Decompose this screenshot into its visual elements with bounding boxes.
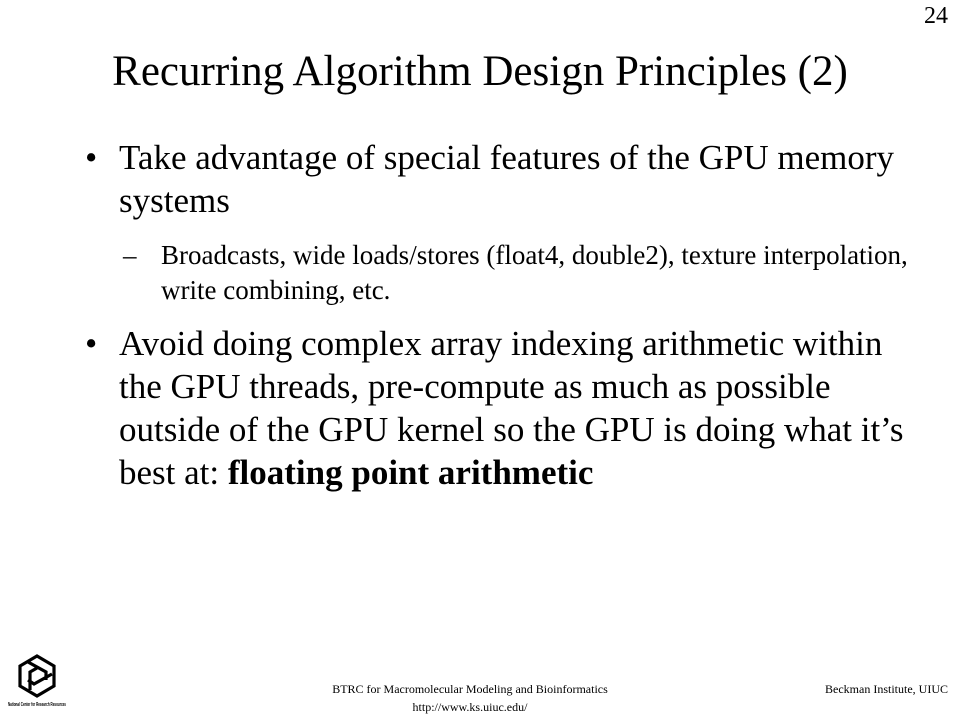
footer-right: Beckman Institute, UIUC <box>825 682 948 696</box>
footer-org: BTRC for Macromolecular Modeling and Bioinformatics <box>332 682 608 696</box>
sub-bullet-marker: – <box>123 240 137 270</box>
slide-title: Recurring Algorithm Design Principles (2) <box>112 48 848 95</box>
slide-number: 24 <box>924 3 948 29</box>
sub-bullet-text: Broadcasts, wide loads/stores (float4, double2), texture interpolation, write combining, etc. <box>161 240 908 305</box>
bullet-marker: • <box>85 138 98 177</box>
bullet-item-1 <box>85 136 925 222</box>
bullet-text-1: Take advantage of special features of the GPU memory systems <box>119 138 895 220</box>
bullet-marker: • <box>85 324 98 363</box>
sub-bullet-item <box>123 238 925 308</box>
logo-caption: National Center for Research Resources <box>8 702 66 708</box>
ncrr-logo-icon <box>6 650 68 712</box>
bullet-item-2 <box>85 322 925 494</box>
bullet-list <box>85 136 925 494</box>
bullet-bold-text: floating point arithmetic <box>227 453 594 492</box>
footer-center <box>260 680 680 716</box>
bullet-text-2: Avoid doing complex array indexing arithmetic within the GPU threads, pre-compute as much as possible outside of the GPU kernel so the GPU is doing what it’s best at: <box>119 324 904 492</box>
footer-url[interactable]: http://www.ks.uiuc.edu/ <box>412 700 528 714</box>
